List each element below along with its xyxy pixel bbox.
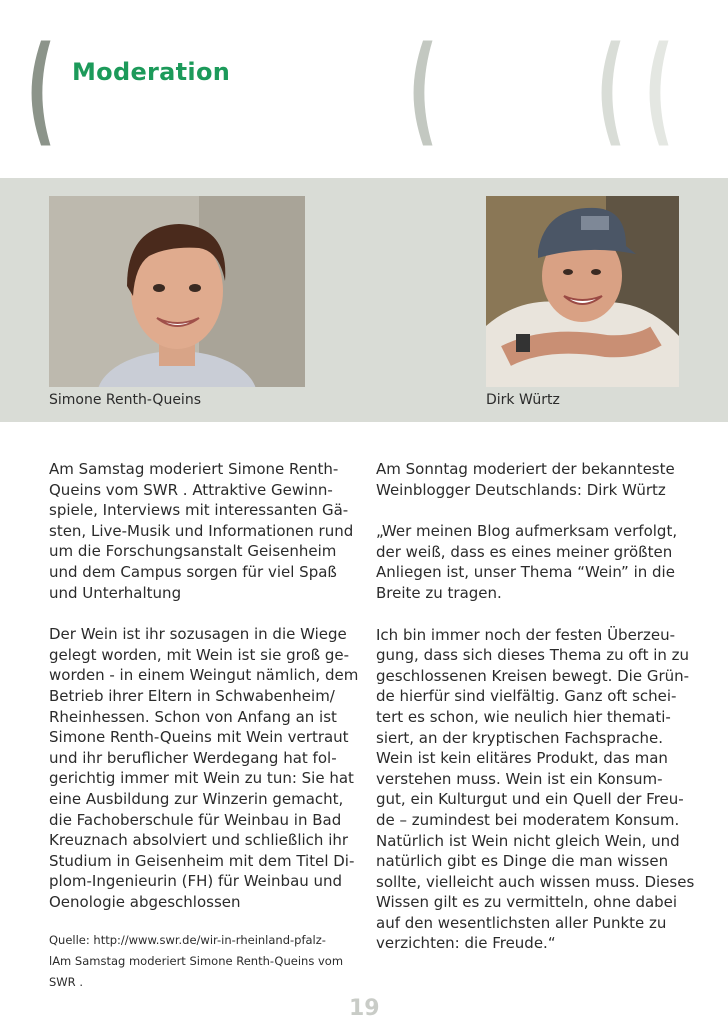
caption-dirk: Dirk Würtz: [486, 392, 560, 408]
paragraph: Ich bin immer noch der festen Überzeu- gung, dass sich dieses Thema zu oft in zu geschlossenen Kreisen bewegt. Die Grün- de hierfür sind vielfältig. Ganz oft schei- tert es schon, wie neulich hier themati- siert, an der kryptischen Fachsprache. Wein ist kein elitäres Produkt, das man verstehen muss. Wein ist ein Konsum- gut, ein Kulturgut und ein Quell der Freu- de – zumindest bei moderatem Konsum. Natürlich ist Wein nicht gleich Wein, und natürlich gibt es Dinge die man wissen sollte, vielleicht auch wissen muss. Dieses Wissen gilt es zu vermitteln, ohne dabei auf den wesentlichsten aller Punkte zu verzichten: die Freude.“: [376, 625, 695, 953]
page-number: 19: [349, 996, 380, 1021]
paragraph: „Wer meinen Blog aufmerksam verfolgt, der weiß, dass es eines meiner größten Anliegen ist, unser Thema “Wein” in die Breite zu tragen.: [376, 522, 678, 602]
decorative-bracket: (: [408, 20, 438, 158]
paragraph: Am Sonntag moderiert der bekannteste Weinblogger Deutschlands: Dirk Würtz: [376, 460, 675, 499]
paragraph: Am Samstag moderiert Simone Renth- Queins vom SWR . Attraktive Gewinn- spiele, Interviews mit interessanten Gä- sten, Live-Musik und Informationen rund um die Forschungsanstalt Geisenheim und dem Campus sorgen für viel Spaß und Unterhaltung: [49, 460, 354, 602]
portrait-photo-simone: [49, 196, 305, 387]
decorative-bracket: (: [26, 20, 56, 158]
paragraph: Der Wein ist ihr sozusagen in die Wiege gelegt worden, mit Wein ist sie groß ge- worden - in einem Weingut nämlich, dem Betrieb ihrer Eltern in Schwabenheim/ Rheinhessen. Schon von Anfang an ist Simone Renth-Queins mit Wein vertraut und ihr beruflicher Werdegang hat fol- gerichtig immer mit Wein zu tun: Sie hat eine Ausbildung zur Winzerin gemacht, die Fachoberschule für Weinbau in Bad Kreuznach absolviert und schließlich ihr Studium in Geisenheim mit dem Titel Di- plom-Ingenieurin (FH) für Weinbau und Oenologie abgeschlossen: [49, 625, 359, 911]
right-column: [376, 459, 696, 954]
decorative-bracket: (: [644, 20, 674, 158]
left-column: [49, 459, 359, 912]
source-note: Quelle: http://www.swr.de/wir-in-rheinland-pfalz- lAm Samstag moderiert Simone Renth-Queins vom SWR .: [49, 933, 344, 989]
decorative-bracket: (: [596, 20, 626, 158]
portrait-photo-dirk: [486, 196, 679, 387]
page-title: Moderation: [72, 58, 231, 86]
caption-simone: Simone Renth-Queins: [49, 392, 201, 408]
